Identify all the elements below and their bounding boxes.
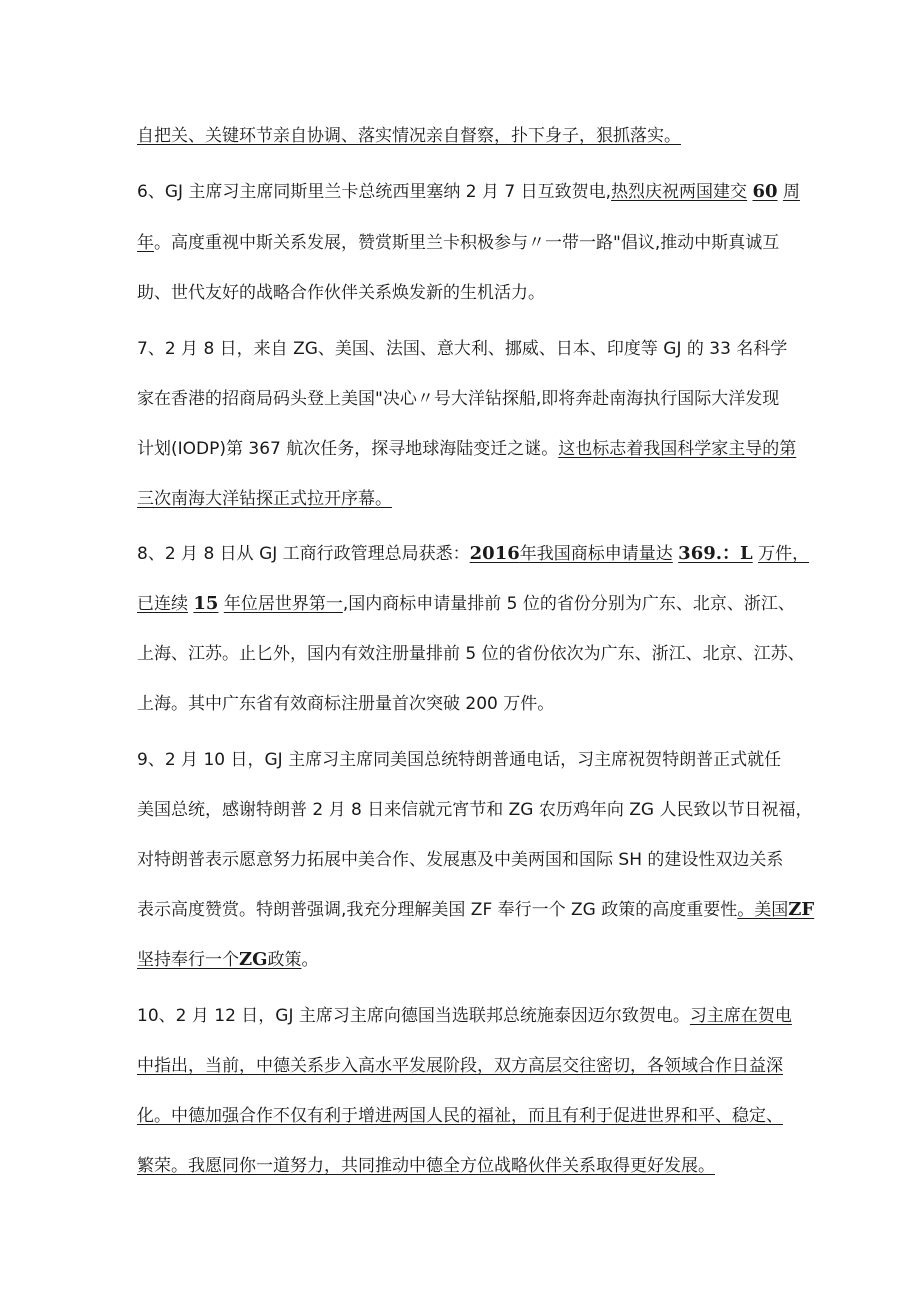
text-run: 习主席在贺电: [689, 1006, 792, 1026]
text-run: 热烈庆祝两国建交: [611, 182, 748, 202]
text-run: 。美国: [737, 900, 789, 920]
text-run: 年位居世界第一: [223, 594, 343, 614]
paragraph-10-line-3: 化。中德加强合作不仅有利于增进两国人民的福祉，而且有利于促进世界和平、稳定、: [137, 1106, 783, 1126]
paragraph-7-line-2: 家在香港的招商局码头登上美国"决心〃号大洋钻探船,即将奔赴南海执行国际大洋发现: [137, 389, 780, 409]
text-run: 政策: [267, 950, 302, 970]
paragraph-8-line-1: [137, 542, 809, 566]
paragraph-6-line-1: [137, 180, 800, 204]
text-run: 。高度重视中斯关系发展，赞赏斯里兰卡积极参与〃一带一路"倡议,推动中斯真诚互: [154, 233, 780, 253]
text-run: 。: [301, 950, 319, 970]
text-run: 10、2 月 12 日，GJ 主席习主席向德国当选联邦总统施泰因迈尔致贺电。: [137, 1006, 690, 1026]
text-run: 表示高度赞赏。特朗普强调,我充分理解美国 ZF 奉行一个 ZG 政策的高度重要性: [137, 900, 738, 920]
paragraph-7-line-1: 7、2 月 8 日，来自 ZG、美国、法国、意大利、挪威、日本、印度等 GJ 的 33 名科学: [137, 339, 788, 359]
text-run: 这也标志着我国科学家主导的第: [558, 439, 797, 459]
paragraph-6-line-3: 助、世代友好的战略合作伙伴关系焕发新的生机活力。: [137, 283, 545, 303]
text-run: 计划(IODP)第 367 航次任务，探寻地球海陆变迁之谜。: [137, 439, 559, 459]
paragraph-9-line-2: 美国总统，感谢特朗普 2 月 8 日来信就元宵节和 ZG 农历鸡年向 ZG 人民致以节日祝福，: [137, 800, 813, 820]
paragraph-8-line-2: [137, 592, 795, 616]
paragraph-10-line-1: [137, 1004, 792, 1028]
text-run: 万件，: [758, 544, 810, 564]
paragraph-7-line-3: [137, 437, 796, 461]
text-run: 坚持奉行一个: [137, 950, 239, 970]
paragraph-9-line-5: [137, 948, 319, 972]
text-run: ZF: [788, 899, 815, 920]
text-run: 60: [752, 181, 778, 202]
text-run: 年我国商标申请量达: [519, 544, 673, 564]
paragraph-8-line-3: 上海、江苏。止匕外，国内有效注册量排前 5 位的省份依次为广东、浙江、北京、江苏、: [137, 644, 805, 664]
text-run: 15: [193, 593, 219, 614]
text-run: 周: [782, 182, 800, 202]
text-run: ,国内商标申请量排前 5 位的省份分别为广东、北京、浙江、: [342, 594, 795, 614]
paragraph-9-line-1: 9、2 月 10 日，GJ 主席习主席同美国总统特朗普通电话，习主席祝贺特朗普正式就任: [137, 750, 782, 770]
text-run: 6、GJ 主席习主席同斯里兰卡总统西里塞纳 2 月 7 日互致贺电,: [137, 182, 612, 202]
paragraph-7-line-4: 三次南海大洋钻探正式拉开序幕。: [137, 489, 392, 509]
text-run: 年: [137, 233, 154, 253]
text-run: ZG: [239, 949, 268, 970]
text-run: 369.：L: [678, 543, 753, 564]
paragraph-10-line-2: 中指出，当前，中德关系步入高水平发展阶段，双方高层交往密切，各领域合作日益深: [137, 1056, 783, 1076]
paragraph-6-line-2: [137, 231, 779, 255]
paragraph-10-line-4: 繁荣。我愿同你一道努力，共同推动中德全方位战略伙伴关系取得更好发展。: [137, 1156, 715, 1176]
paragraph-5-line-1: 自把关、关键环节亲自协调、落实情况亲自督察，扑下身子，狠抓落实。: [137, 126, 681, 146]
text-run: 已连续: [137, 594, 188, 614]
paragraph-9-line-3: 对特朗普表示愿意努力拓展中美合作、发展惠及中美两国和国际 SH 的建设性双边关系: [137, 850, 784, 870]
paragraph-8-line-4: 上海。其中广东省有效商标注册量首次突破 200 万件。: [137, 694, 555, 714]
paragraph-9-line-4: [137, 898, 814, 922]
text-run: 2016: [469, 543, 520, 564]
text-run: 8、2 月 8 日从 GJ 工商行政管理总局获悉：: [137, 544, 470, 564]
